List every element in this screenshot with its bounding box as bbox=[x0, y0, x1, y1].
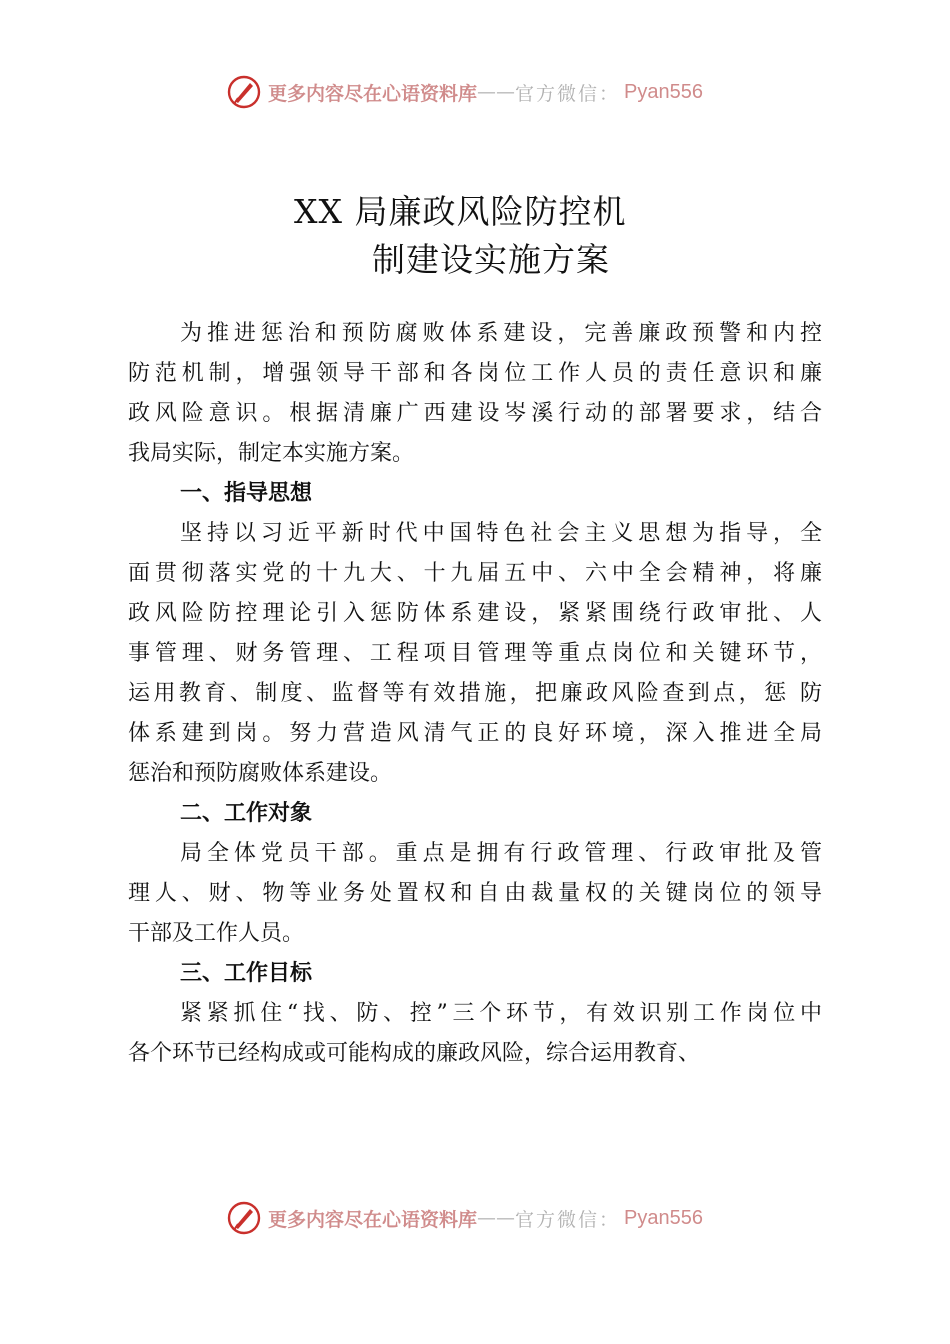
banner-text: 更多内容尽在心语资料库 bbox=[268, 1208, 478, 1231]
banner-wechat-id: Pyan556 bbox=[624, 1206, 703, 1229]
header-watermark bbox=[226, 72, 703, 112]
footer-watermark bbox=[226, 1198, 703, 1238]
paragraph-line: 惩治和预防腐败体系建设。 bbox=[128, 761, 393, 786]
banner-text: 更多内容尽在心语资料库 bbox=[268, 82, 478, 105]
document-title-line-1: XX 局廉政风险防控机 bbox=[294, 192, 627, 231]
paragraph-line: 运用教育、制度、监督等有效措施，把廉政风险查到点，惩 防 bbox=[128, 681, 822, 706]
paragraph-line: 事管理、财务管理、工程项目管理等重点岗位和关键环节， bbox=[128, 641, 822, 666]
paragraph-line: 防范机制，增强领导干部和各岗位工作人员的责任意识和廉 bbox=[128, 361, 822, 386]
paragraph-line: 干部及工作人员。 bbox=[128, 921, 305, 946]
paragraph-line: 面贯彻落实党的十九大、十九届五中、六中全会精神，将廉 bbox=[128, 561, 822, 586]
quill-logo-icon bbox=[226, 74, 262, 110]
banner-wechat-label: 官方微信： bbox=[515, 1208, 621, 1231]
paragraph-line: 理人、财、物等业务处置权和自由裁量权的关键岗位的领导 bbox=[128, 881, 822, 906]
banner-dash: —— bbox=[477, 1207, 516, 1229]
paragraph-line: 政风险意识。根据清廉广西建设岑溪行动的部署要求，结合 bbox=[128, 401, 822, 426]
paragraph-line: 各个环节已经构成或可能构成的廉政风险，综合运用教育、 bbox=[128, 1041, 701, 1066]
paragraph-line: 我局实际，制定本实施方案。 bbox=[128, 441, 415, 466]
paragraph-line: 政风险防控理论引入惩防体系建设，紧紧围绕行政审批、人 bbox=[128, 601, 822, 626]
paragraph-line: 坚持以习近平新时代中国特色社会主义思想为指导，全 bbox=[180, 521, 822, 546]
quill-logo-icon bbox=[226, 1200, 262, 1236]
banner-wechat-id: Pyan556 bbox=[624, 80, 703, 103]
paragraph-line: 体系建到岗。努力营造风清气正的良好环境，深入推进全局 bbox=[128, 721, 822, 746]
section-heading-2: 二、工作对象 bbox=[180, 801, 313, 826]
section-heading-3: 三、工作目标 bbox=[180, 961, 313, 986]
paragraph-line: 局全体党员干部。重点是拥有行政管理、行政审批及管 bbox=[180, 841, 822, 866]
paragraph-line: 为推进惩治和预防腐败体系建设，完善廉政预警和内控 bbox=[180, 321, 822, 346]
document-title-line-2: 制建设实施方案 bbox=[372, 240, 610, 279]
banner-wechat-label: 官方微信： bbox=[515, 82, 621, 105]
paragraph-line: 紧紧抓住“找、防、控”三个环节，有效识别工作岗位中 bbox=[180, 1001, 822, 1026]
section-heading-1: 一、指导思想 bbox=[180, 481, 313, 506]
banner-dash: —— bbox=[477, 81, 516, 103]
document-body bbox=[128, 314, 822, 1074]
